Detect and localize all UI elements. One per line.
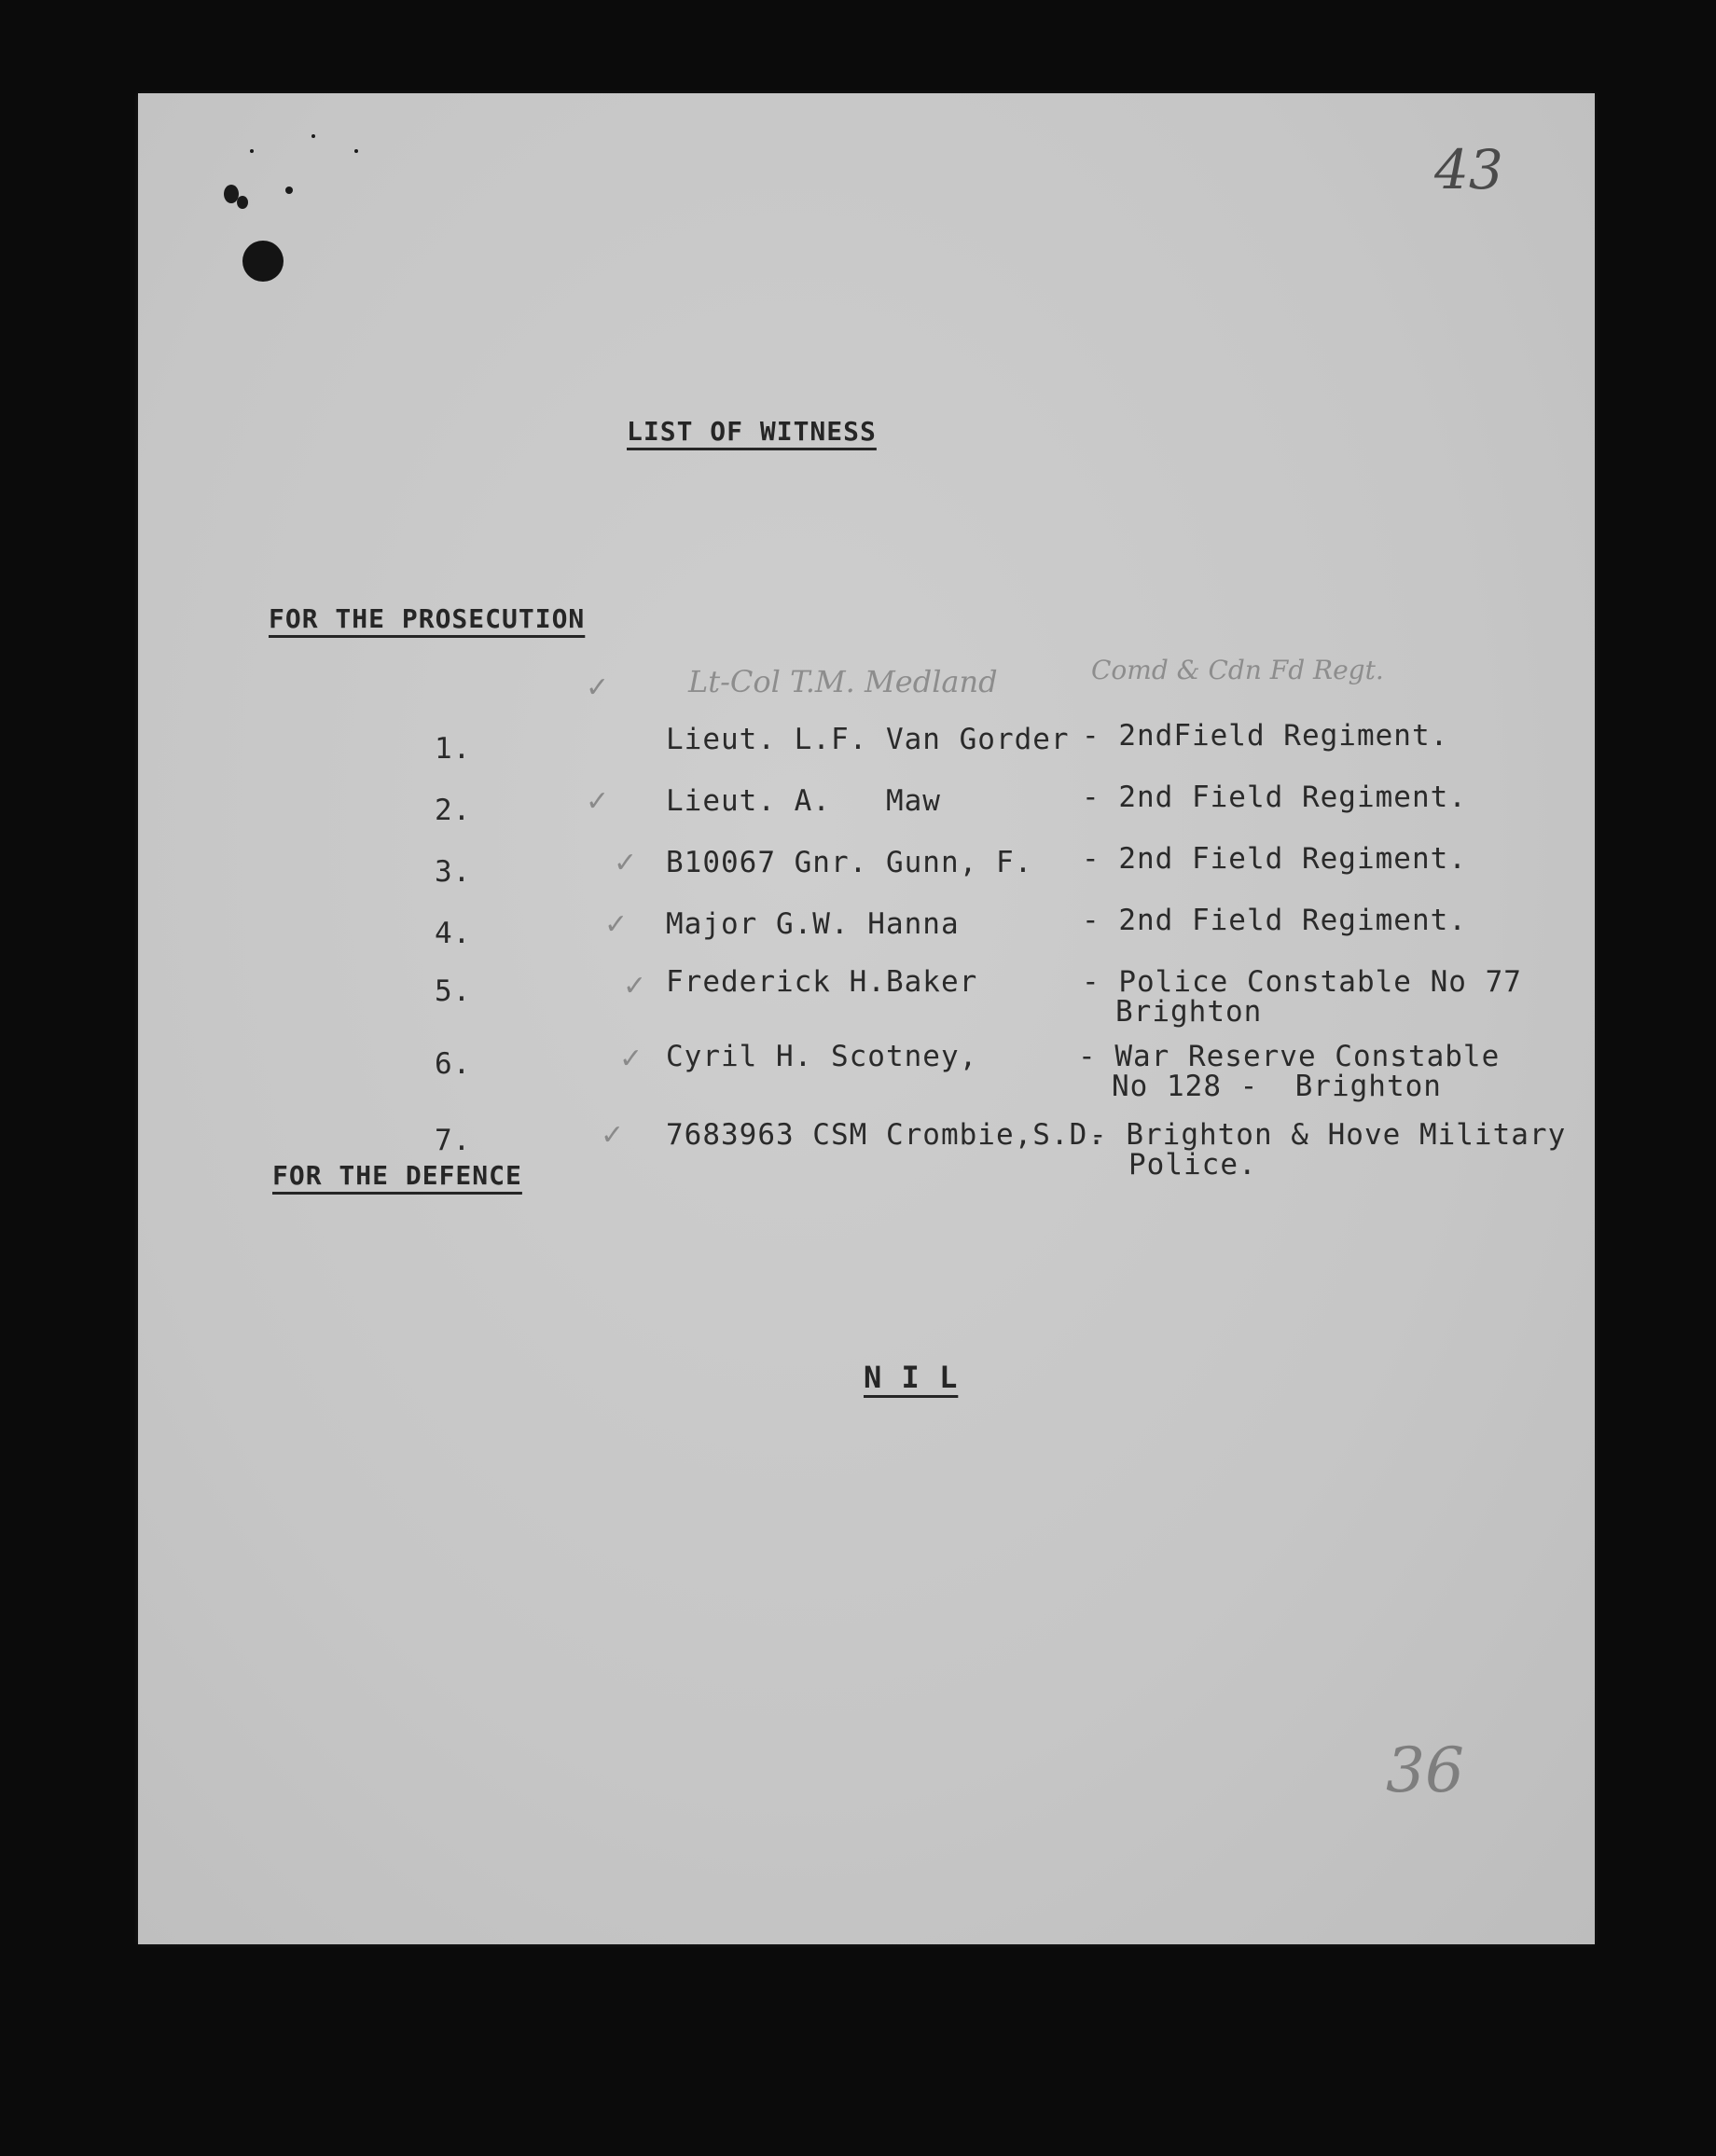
witness-number: 1. <box>435 732 472 766</box>
ink-speck <box>354 149 358 153</box>
witness-name: Lieut. L.F. Van Gorder <box>666 723 1070 756</box>
witness-name: Lieut. A. Maw <box>666 784 941 818</box>
ink-speck <box>237 196 248 209</box>
witness-unit: - Police Constable No 77 <box>1082 965 1522 999</box>
check-mark: ✓ <box>623 970 647 1002</box>
pencil-note-name: Lt-Col T.M. Medland <box>688 664 998 699</box>
witness-name: Cyril H. Scotney, <box>666 1040 978 1073</box>
ink-speck <box>285 187 293 194</box>
witness-name: Frederick H.Baker <box>666 965 978 999</box>
prosecution-heading: FOR THE PROSECUTION <box>269 603 586 634</box>
document-title: LIST OF WITNESS <box>627 416 877 447</box>
witness-name: Major G.W. Hanna <box>666 907 960 941</box>
witness-unit: - 2nd Field Regiment. <box>1082 904 1467 937</box>
ink-speck <box>311 134 315 138</box>
check-mark: ✓ <box>619 1043 644 1075</box>
check-mark: ✓ <box>614 847 638 879</box>
witness-unit: - 2ndField Regiment. <box>1082 719 1449 753</box>
check-mark: ✓ <box>604 908 629 941</box>
check-mark: ✓ <box>601 1119 625 1152</box>
witness-number: 3. <box>435 855 472 889</box>
punch-hole <box>242 241 284 282</box>
witness-unit-continued: Brighton <box>1115 995 1263 1029</box>
page-number: 43 <box>1434 138 1503 201</box>
check-mark: ✓ <box>586 671 610 704</box>
witness-unit: - 2nd Field Regiment. <box>1082 842 1467 876</box>
document-page <box>138 93 1595 1944</box>
witness-unit-continued: Police. <box>1128 1148 1257 1182</box>
witness-unit: - 2nd Field Regiment. <box>1082 781 1467 814</box>
witness-number: 7. <box>435 1124 472 1157</box>
witness-unit: - War Reserve Constable <box>1078 1040 1501 1073</box>
witness-number: 4. <box>435 917 472 950</box>
page-number-bottom: 36 <box>1386 1734 1464 1806</box>
witness-number: 6. <box>435 1047 472 1081</box>
witness-unit: - Brighton & Hove Military <box>1089 1118 1567 1152</box>
witness-number: 5. <box>435 974 472 1008</box>
ink-speck <box>250 149 254 153</box>
witness-unit-continued: No 128 - Brighton <box>1112 1070 1442 1103</box>
defence-heading: FOR THE DEFENCE <box>272 1160 522 1191</box>
witness-number: 2. <box>435 794 472 827</box>
witness-name: 7683963 CSM Crombie,S.D. <box>666 1118 1106 1152</box>
defence-value: N I L <box>864 1360 959 1395</box>
pencil-note-role: Comd & Cdn Fd Regt. <box>1091 655 1384 685</box>
check-mark: ✓ <box>586 785 610 818</box>
witness-name: B10067 Gnr. Gunn, F. <box>666 846 1033 879</box>
